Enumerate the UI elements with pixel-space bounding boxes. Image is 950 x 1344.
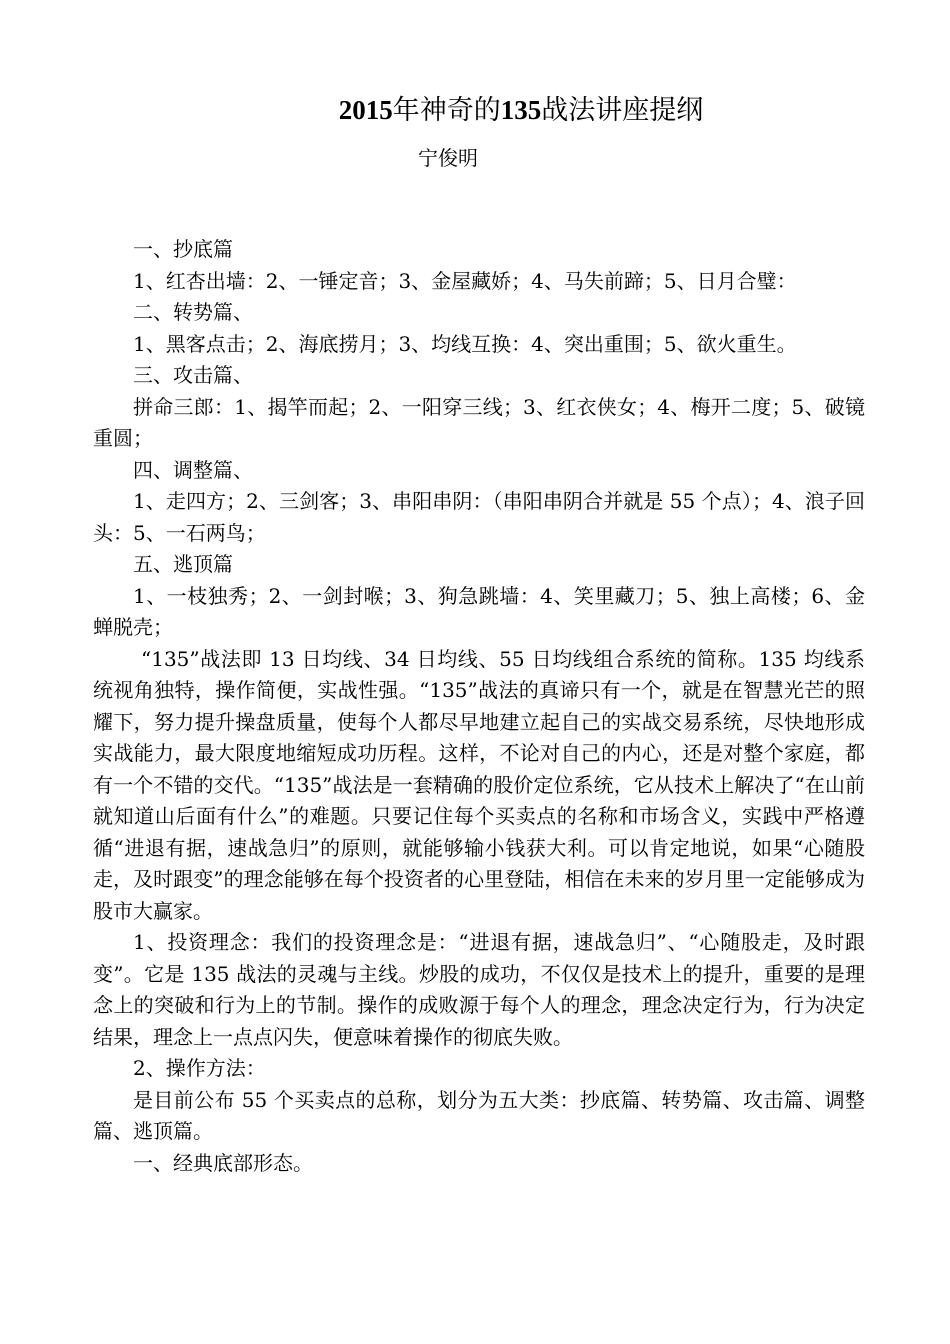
section-heading-adjustment: 四、调整篇、 <box>133 457 253 482</box>
paragraph-classic-bottom-heading: 一、经典底部形态。 <box>133 1150 313 1175</box>
section-heading-bottom-fishing: 一、抄底篇 <box>133 237 233 261</box>
section-heading-top-escape: 五、逃顶篇 <box>133 552 233 576</box>
paragraph-operation-method-heading: 2、操作方法： <box>133 1056 266 1080</box>
section-items-trend-reversal: 1、黑客点击；2、海底捞月；3、均线互换：4、突出重围；5、欲火重生。 <box>133 331 797 356</box>
title-end: 战法讲座提纲 <box>541 95 704 126</box>
paragraph-investment-philosophy: 1、投资理念：我们的投资理念是：“进退有据，速战急归”、“心随股走，及时跟变”。它是 135 战法的灵魂与主线。炒股的成功，不仅仅是技术上的提升，重要的是理念上的突破和行为上的节制。操作的成败源于每个人的理念，理念决定行为，行为决定结果，理念上一点点闪失，便意味着操作的彻底失败。 <box>93 930 865 1049</box>
paragraph-135-overview: “135”战法即 13 日均线、34 日均线、55 日均线组合系统的简称。135 均线系统视角独特，操作简便，实战性强。“135”战法的真谛只有一个，就是在智慧光芒的照耀下，努力提升操盘质量，使每个人都尽早地建立起自己的实战交易系统，尽快地形成实战能力，最大限度地缩短成功历程。这样，不论对自己的内心，还是对整个家庭，都有一个不错的交代。“135”战法是一套精确的股价定位系统，它从技术上解决了“在山前就知道山后面有什么”的难题。只要记住每个买卖点的名称和市场含义，实践中严格遵循“进退有据，速战急归”的原则，就能够输小钱获大利。可以肯定地说，如果“心随股走，及时跟变”的理念能够在每个投资者的心里登陆，相信在未来的岁月里一定能够成为股市大赢家。 <box>93 646 865 923</box>
title-number: 135 <box>500 95 542 125</box>
section-heading-attack: 三、攻击篇、 <box>133 363 253 387</box>
title-year: 2015 <box>338 95 393 125</box>
section-items-adjustment: 1、走四方；2、三剑客；3、串阳串阴：（串阳串阴合并就是 55 个点）；4、浪子回头：5、一石两鸟； <box>93 489 865 545</box>
section-items-bottom-fishing: 1、红杏出墙：2、一锤定音；3、金屋藏娇；4、马失前蹄；5、日月合璧： <box>133 268 797 293</box>
title-mid: 年神奇的 <box>392 95 501 126</box>
paragraph-operation-method: 是目前公布 55 个买卖点的总称，划分为五大类：抄底篇、转势篇、攻击篇、调整篇、逃顶篇。 <box>93 1087 865 1143</box>
document-author: 宁俊明 <box>418 146 478 170</box>
section-items-attack: 拼命三郎：1、揭竿而起；2、一阳穿三线；3、红衣侠女；4、梅开二度；5、破镜重圆； <box>93 394 865 450</box>
section-heading-trend-reversal: 二、转势篇、 <box>133 300 253 324</box>
section-items-top-escape: 1、一枝独秀；2、一剑封喉；3、狗急跳墙：4、笑里藏刀；5、独上高楼；6、金蝉脱壳； <box>93 583 865 639</box>
document-body <box>93 234 865 1179</box>
document-title <box>0 92 950 129</box>
